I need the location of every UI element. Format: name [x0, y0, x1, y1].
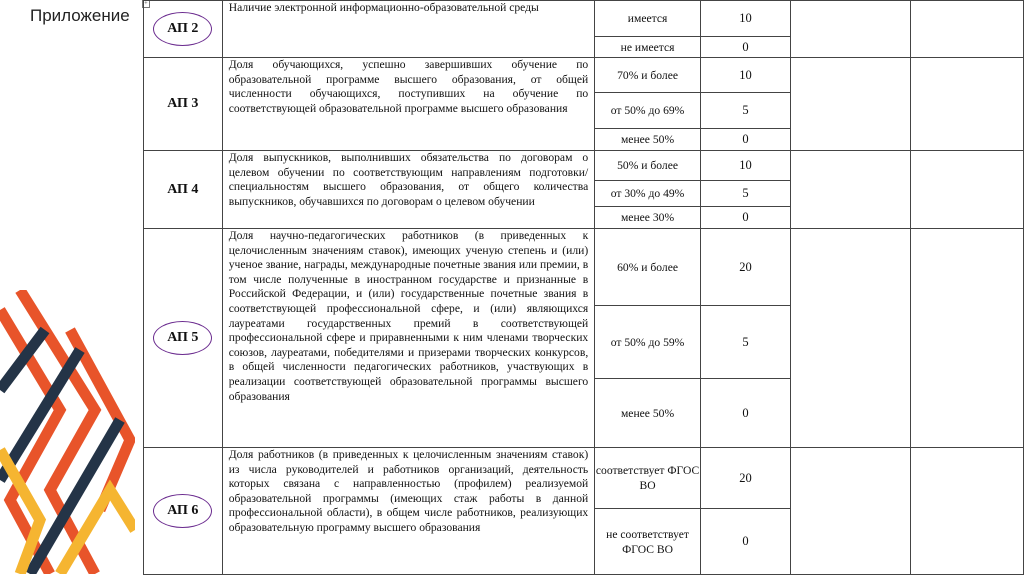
indicator-code-cell	[144, 1, 223, 58]
table-row	[144, 448, 1024, 509]
criteria-table	[143, 0, 1024, 575]
indicator-code: АП 4	[167, 181, 199, 197]
indicator-code: АП 2	[153, 12, 212, 46]
empty-cell	[911, 1, 1024, 58]
slide-title: Приложение	[30, 6, 130, 25]
indicator-code-cell	[144, 448, 223, 575]
criterion-score: 20	[700, 448, 790, 509]
criterion-score: 20	[700, 229, 790, 306]
empty-cell	[911, 58, 1024, 151]
criterion-label: 60% и более	[595, 229, 701, 306]
criterion-score: 0	[700, 509, 790, 575]
criterion-label: 70% и более	[595, 58, 701, 93]
indicator-description: Доля научно-педагогических работников (в приведенных к целочисленным значениям ставок), имеющих ученую степень и (или) ученое звание, награды, международные почетные звания или премии, в том числе полученные в иностранном государстве и признанные в Российской Федерации, и (или) государственные почетные звания в соответствующей профессиональной сфере, и (или) являющихся лауреатами государственных премий в соответствующей профессиональной сфере и приравненными к ним членами творческих союзов, лауреатами, победителями и призерами творческих конкурсов, в общей численности педагогических работников, участвующих в реализации соответствующей образовательной программы высшего образования	[222, 229, 595, 448]
empty-cell	[791, 1, 911, 58]
criterion-score: 0	[700, 379, 790, 448]
criterion-score: 5	[700, 181, 790, 207]
criterion-label: имеется	[595, 1, 701, 37]
criterion-label: от 30% до 49%	[595, 181, 701, 207]
criterion-score: 5	[700, 93, 790, 129]
empty-cell	[791, 151, 911, 229]
criterion-label: от 50% до 59%	[595, 306, 701, 379]
empty-cell	[791, 58, 911, 151]
table-move-handle[interactable]: +	[142, 0, 150, 8]
indicator-code: АП 3	[167, 96, 199, 111]
table-row	[144, 58, 1024, 93]
table-row	[144, 1, 1024, 37]
criterion-score: 0	[700, 207, 790, 229]
criterion-score: 0	[700, 37, 790, 58]
criterion-label: от 50% до 69%	[595, 93, 701, 129]
criterion-label: менее 50%	[595, 129, 701, 151]
empty-cell	[791, 448, 911, 575]
empty-cell	[911, 448, 1024, 575]
empty-cell	[791, 229, 911, 448]
table-row	[144, 151, 1024, 181]
table-row	[144, 229, 1024, 306]
criterion-score: 10	[700, 151, 790, 181]
criterion-score: 10	[700, 1, 790, 37]
criterion-score: 5	[700, 306, 790, 379]
indicator-description: Доля работников (в приведенных к целочисленным значениям ставок) из числа руководителей и работников организаций, деятельность которых связана с направленностью (профилем) реализуемой образовательной программы (имеющих стаж работы в данной профессиональной области), в общем числе работников, реализующих образовательную программу высшего образования	[222, 448, 595, 575]
indicator-code-cell	[144, 151, 223, 229]
indicator-code: АП 5	[153, 321, 212, 355]
criterion-score: 10	[700, 58, 790, 93]
empty-cell	[911, 229, 1024, 448]
indicator-description: Наличие электронной информационно-образовательной среды	[222, 1, 595, 58]
criterion-label: соответствует ФГОС ВО	[595, 448, 701, 509]
criterion-label: 50% и более	[595, 151, 701, 181]
criterion-label: менее 30%	[595, 207, 701, 229]
indicator-description: Доля выпускников, выполнивших обязательства по договорам о целевом обучении по соответствующим направлениям подготовки/специальностям высшего образования, от общего количества выпускников, обучавшихся по договорам о целевом обучении	[222, 151, 595, 229]
criterion-score: 0	[700, 129, 790, 151]
decorative-stripes	[0, 290, 135, 574]
criterion-label: менее 50%	[595, 379, 701, 448]
indicator-code-cell	[144, 229, 223, 448]
empty-cell	[911, 151, 1024, 229]
indicator-description: Доля обучающихся, успешно завершивших обучение по образовательной программе высшего образования, от общей численности обучающихся, поступивших на обучение по соответствующей образовательной программе высшего образования	[222, 58, 595, 151]
criterion-label: не соответствует ФГОС ВО	[595, 509, 701, 575]
indicator-code-cell	[144, 58, 223, 151]
indicator-code: АП 6	[153, 494, 212, 528]
criterion-label: не имеется	[595, 37, 701, 58]
